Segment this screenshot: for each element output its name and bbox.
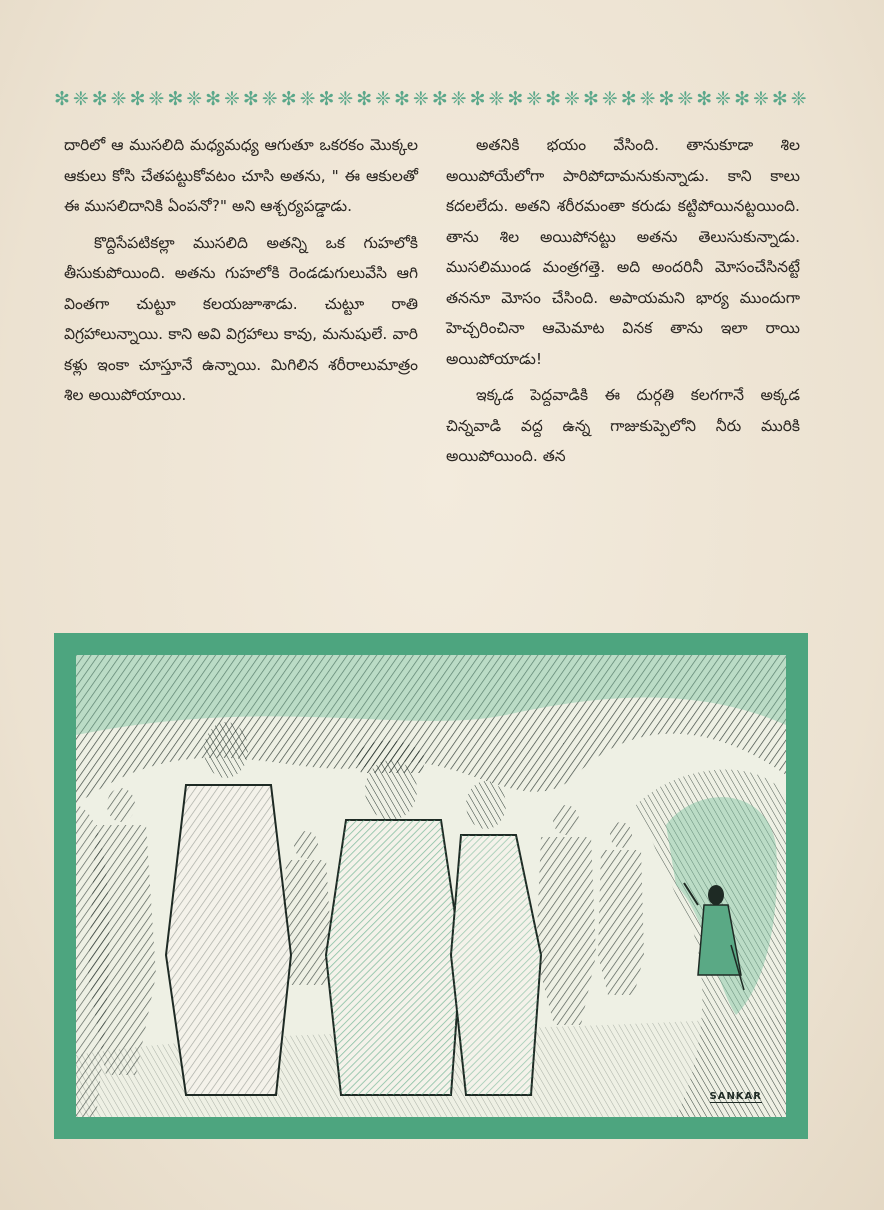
- ornament-glyph: ❈: [375, 88, 391, 110]
- ornament-glyph: ✻: [280, 88, 296, 110]
- ornament-glyph: ❈: [715, 88, 731, 110]
- ornament-glyph: ❈: [790, 88, 806, 110]
- ornament-glyph: ❈: [526, 88, 542, 110]
- ornament-glyph: ❈: [488, 88, 504, 110]
- ornament-glyph: ✻: [431, 88, 447, 110]
- ornament-glyph: ❈: [148, 88, 164, 110]
- paragraph: ఇక్కడ పెద్దవాడికి ఈ దుర్గతి కలగగానే అక్కడ చిన్నవాడి వద్ద ఉన్న గాజుకుప్పెలోని నీరు మురికి అయిపోయింది. తన: [446, 386, 800, 465]
- text-column-right: [446, 130, 800, 478]
- text-column-left: [64, 130, 418, 417]
- decorative-border: [54, 86, 806, 112]
- ornament-glyph: ✻: [582, 88, 598, 110]
- cave-scene-drawing: [76, 655, 786, 1117]
- paragraph: దారిలో ఆ ముసలిది మధ్యమధ్య ఆగుతూ ఒకరకం మొక్కల ఆకులు కోసి చేతపట్టుకోవటం చూసి అతను, " ఈ ఆకులతో ఈ ముసలిదానికి ఏంపనో?" అని ఆశ్చర్యపడ్డాడు.: [64, 136, 418, 215]
- ornament-glyph: ✻: [771, 88, 787, 110]
- ornament-glyph: ❈: [299, 88, 315, 110]
- artist-signature: SANKAR: [709, 1091, 762, 1102]
- ornament-glyph: ✻: [167, 88, 183, 110]
- ornament-glyph: ❈: [337, 88, 353, 110]
- paragraph: అతనికి భయం వేసింది. తానుకూడా శిల అయిపోయేలోగా పారిపోదామనుకున్నాడు. కాని కాలు కదలలేదు. అతని శరీరమంతా కరుడు కట్టిపోయినట్టయింది. తాను శిల అయిపోనట్టు అతను తెలుసుకున్నాడు. ముసలిముండ మంత్రగత్తె. అది అందరినీ మోసంచేసినట్టే తననూ మోసం చేసింది. అపాయమని భార్య ముందుగా హెచ్చరించినా ఆమెమాట వినక తాను ఇలా రాయి అయిపోయాడు!: [446, 136, 800, 368]
- ornament-glyph: ✻: [620, 88, 636, 110]
- ornament-glyph: ❈: [450, 88, 466, 110]
- ornament-glyph: ❈: [601, 88, 617, 110]
- ornament-glyph: ❈: [224, 88, 239, 110]
- ornament-glyph: ❈: [72, 88, 88, 110]
- ornament-glyph: ❈: [186, 88, 202, 110]
- ornament-glyph: ✻: [205, 88, 221, 110]
- ornament-glyph: ❈: [752, 88, 768, 110]
- ornament-glyph: ❈: [639, 88, 655, 110]
- ornament-glyph: ✻: [356, 88, 372, 110]
- ornament-glyph: ✻: [54, 88, 69, 110]
- ornament-glyph: ❈: [677, 88, 693, 110]
- ornament-glyph: ❈: [564, 88, 579, 110]
- ornament-glyph: ✻: [658, 88, 674, 110]
- cave-illustration: [76, 655, 786, 1117]
- ornament-glyph: ✻: [507, 88, 523, 110]
- ornament-glyph: ✻: [469, 88, 485, 110]
- ornament-glyph: ✻: [129, 88, 145, 110]
- ornament-glyph: ❈: [110, 88, 126, 110]
- ornament-glyph: ✻: [318, 88, 334, 110]
- ornament-glyph: ✻: [242, 88, 258, 110]
- ornament-glyph: ✻: [696, 88, 712, 110]
- ornament-glyph: ✻: [394, 88, 409, 110]
- ornament-glyph: ✻: [91, 88, 107, 110]
- illustration-frame: [54, 633, 808, 1139]
- ornament-glyph: ❈: [412, 88, 428, 110]
- paragraph: కొద్దిసేపటికల్లా ముసలిది అతన్ని ఒక గుహలోకి తీసుకుపోయింది. అతను గుహలోకి రెండడుగులువేసి ఆగి వింతగా చుట్టూ కలయజూశాడు. చుట్టూ రాతి విగ్రహాలున్నాయి. కాని అవి విగ్రహాలు కావు, మనుషులే. వారి కళ్లు ఇంకా చూస్తూనే ఉన్నాయి. మిగిలిన శరీరాలుమాత్రం శిల అయిపోయాయి.: [64, 233, 418, 404]
- ornament-glyph: ✻: [734, 88, 749, 110]
- ornament-glyph: ❈: [261, 88, 277, 110]
- ornament-glyph: ✻: [545, 88, 561, 110]
